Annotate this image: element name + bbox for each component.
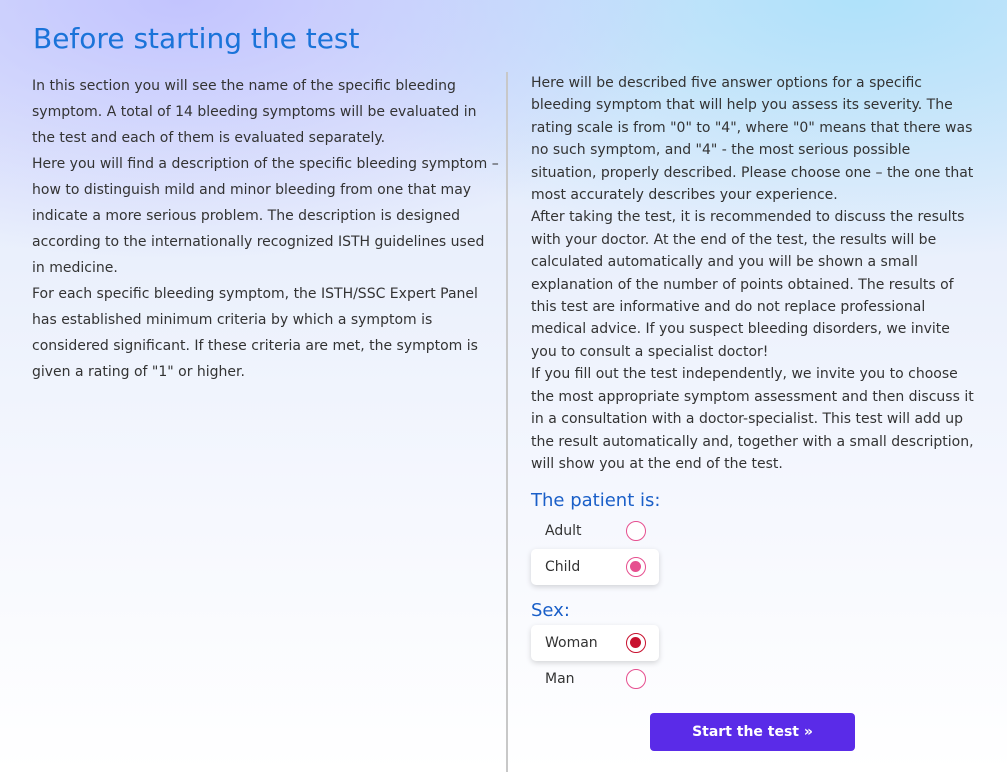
patient-option-label: Child <box>545 559 581 575</box>
patient-heading: The patient is: <box>531 490 661 511</box>
intro-right-column <box>531 72 977 475</box>
sex-option-label: Woman <box>545 635 598 651</box>
start-test-button[interactable]: Start the test » <box>650 713 855 751</box>
column-divider <box>506 72 508 772</box>
radio-selected-icon[interactable] <box>626 557 646 577</box>
sex-option-label: Man <box>545 671 575 687</box>
page-title: Before starting the test <box>33 22 360 55</box>
radio-selected-icon[interactable] <box>626 633 646 653</box>
sex-heading: Sex: <box>531 600 570 621</box>
intro-paragraph: Here will be described five answer options for a specific bleeding symptom that will help you assess its severity. The rating scale is from "0" to "4", where "0" means that there was no such symptom, and "4" - the most serious possible situation, properly described. Please choose one – the one that most accurately describes your experience. <box>531 75 974 204</box>
sex-option-man[interactable] <box>531 661 659 697</box>
intro-paragraph: For each specific bleeding symptom, the ISTH/SSC Expert Panel has established minimum criteria by which a symptom is considered significant. If these criteria are met, the symptom is given a rating of "1" or higher. <box>32 286 478 380</box>
radio-dot <box>630 637 641 648</box>
patient-option-label: Adult <box>545 523 582 539</box>
intro-paragraph: In this section you will see the name of the specific bleeding symptom. A total of 14 bleeding symptoms will be evaluated in the test and each of them is evaluated separately. <box>32 78 477 146</box>
sex-option-woman[interactable] <box>531 625 659 661</box>
patient-option-adult[interactable] <box>531 513 659 549</box>
intro-paragraph: After taking the test, it is recommended to discuss the results with your doctor. At the end of the test, the results will be calculated automatically and you will be shown a small explanation of the number of points obtained. The results of this test are informative and do not replace professional medical advice. If you suspect bleeding disorders, we invite you to consult a specialist doctor! <box>531 209 965 360</box>
radio-dot <box>630 561 641 572</box>
radio-unselected-icon[interactable] <box>626 669 646 689</box>
intro-paragraph: If you fill out the test independently, we invite you to choose the most appropriate symptom assessment and then discuss it in a consultation with a doctor-specialist. This test will add up the result automatically and, together with a small description, will show you at the end of the test. <box>531 366 974 472</box>
radio-unselected-icon[interactable] <box>626 521 646 541</box>
intro-paragraph: Here you will find a description of the specific bleeding symptom – how to distinguish mild and minor bleeding from one that may indicate a more serious problem. The description is designed according to the internationally recognized ISTH guidelines used in medicine. <box>32 156 499 276</box>
intro-left-column <box>32 73 500 385</box>
patient-option-child[interactable] <box>531 549 659 585</box>
